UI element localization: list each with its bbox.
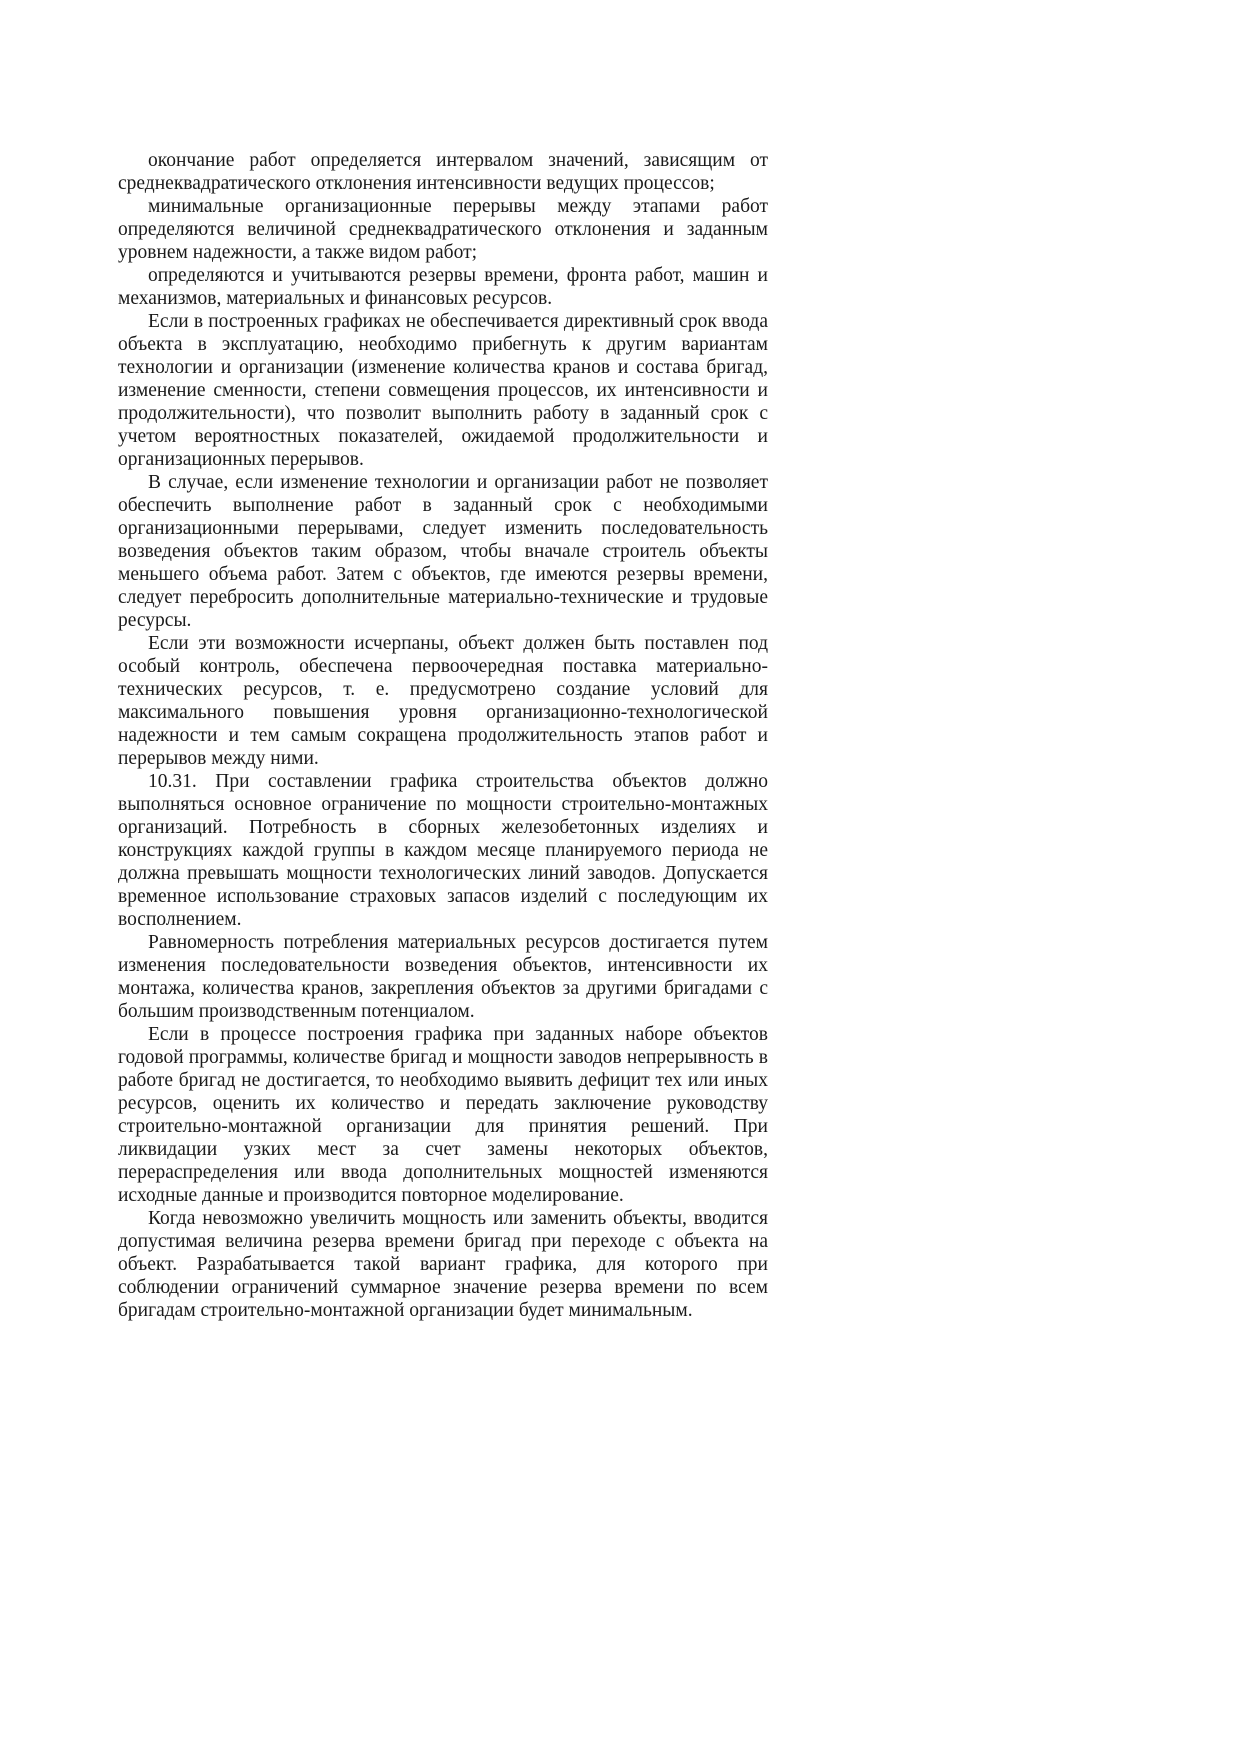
paragraph: определяются и учитываются резервы времени, фронта работ, машин и механизмов, материальных и финансовых ресурсов. bbox=[118, 265, 768, 309]
paragraph: Равномерность потребления материальных ресурсов достигается путем изменения последовательности возведения объектов, интенсивности их монтажа, количества кранов, закрепления объектов за другими бригадами с большим производственным потенциалом. bbox=[118, 932, 768, 1022]
paragraph: В случае, если изменение технологии и организации работ не позволяет обеспечить выполнение работ в заданный срок с необходимыми организационными перерывами, следует изменить последовательность возведения объектов таким образом, чтобы вначале строитель объекты меньшего объема работ. Затем с объектов, где имеются резервы времени, следует перебросить дополнительные материально-технические и трудовые ресурсы. bbox=[118, 472, 768, 631]
paragraph: Если эти возможности исчерпаны, объект должен быть поставлен под особый контроль, обеспечена первоочередная поставка материально-технических ресурсов, т. е. предусмотрено создание условий для максимального повышения уровня организационно-технологической надежности и тем самым сокращена продолжительность этапов работ и перерывов между ними. bbox=[118, 633, 768, 769]
paragraph: Когда невозможно увеличить мощность или заменить объекты, вводится допустимая величина резерва времени бригад при переходе с объекта на объект. Разрабатывается такой вариант графика, для которого при соблюдении ограничений суммарное значение резерва времени по всем бригадам строительно-монтажной организации будет минимальным. bbox=[118, 1208, 768, 1321]
paragraph: минимальные организационные перерывы между этапами работ определяются величиной среднеквадратического отклонения и заданным уровнем надежности, а также видом работ; bbox=[118, 196, 768, 263]
paragraph: 10.31. При составлении графика строительства объектов должно выполняться основное ограничение по мощности строительно-монтажных организаций. Потребность в сборных железобетонных изделиях и конструкциях каждой группы в каждом месяце планируемого периода не должна превышать мощности технологических линий заводов. Допускается временное использование страховых запасов изделий с последующим их восполнением. bbox=[118, 771, 768, 930]
document-body bbox=[118, 149, 768, 1322]
paragraph: Если в процессе построения графика при заданных наборе объектов годовой программы, количестве бригад и мощности заводов непрерывность в работе бригад не достигается, то необходимо выявить дефицит тех или иных ресурсов, оценить их количество и передать заключение руководству строительно-монтажной организации для принятия решений. При ликвидации узких мест за счет замены некоторых объектов, перераспределения или ввода дополнительных мощностей изменяются исходные данные и производится повторное моделирование. bbox=[118, 1024, 768, 1206]
paragraph: Если в построенных графиках не обеспечивается директивный срок ввода объекта в эксплуатацию, необходимо прибегнуть к другим вариантам технологии и организации (изменение количества кранов и состава бригад, изменение сменности, степени совмещения процессов, их интенсивности и продолжительности), что позволит выполнить работу в заданный срок с учетом вероятностных показателей, ожидаемой продолжительности и организационных перерывов. bbox=[118, 311, 768, 470]
paragraph: окончание работ определяется интервалом значений, зависящим от среднеквадратического отклонения интенсивности ведущих процессов; bbox=[118, 150, 768, 194]
